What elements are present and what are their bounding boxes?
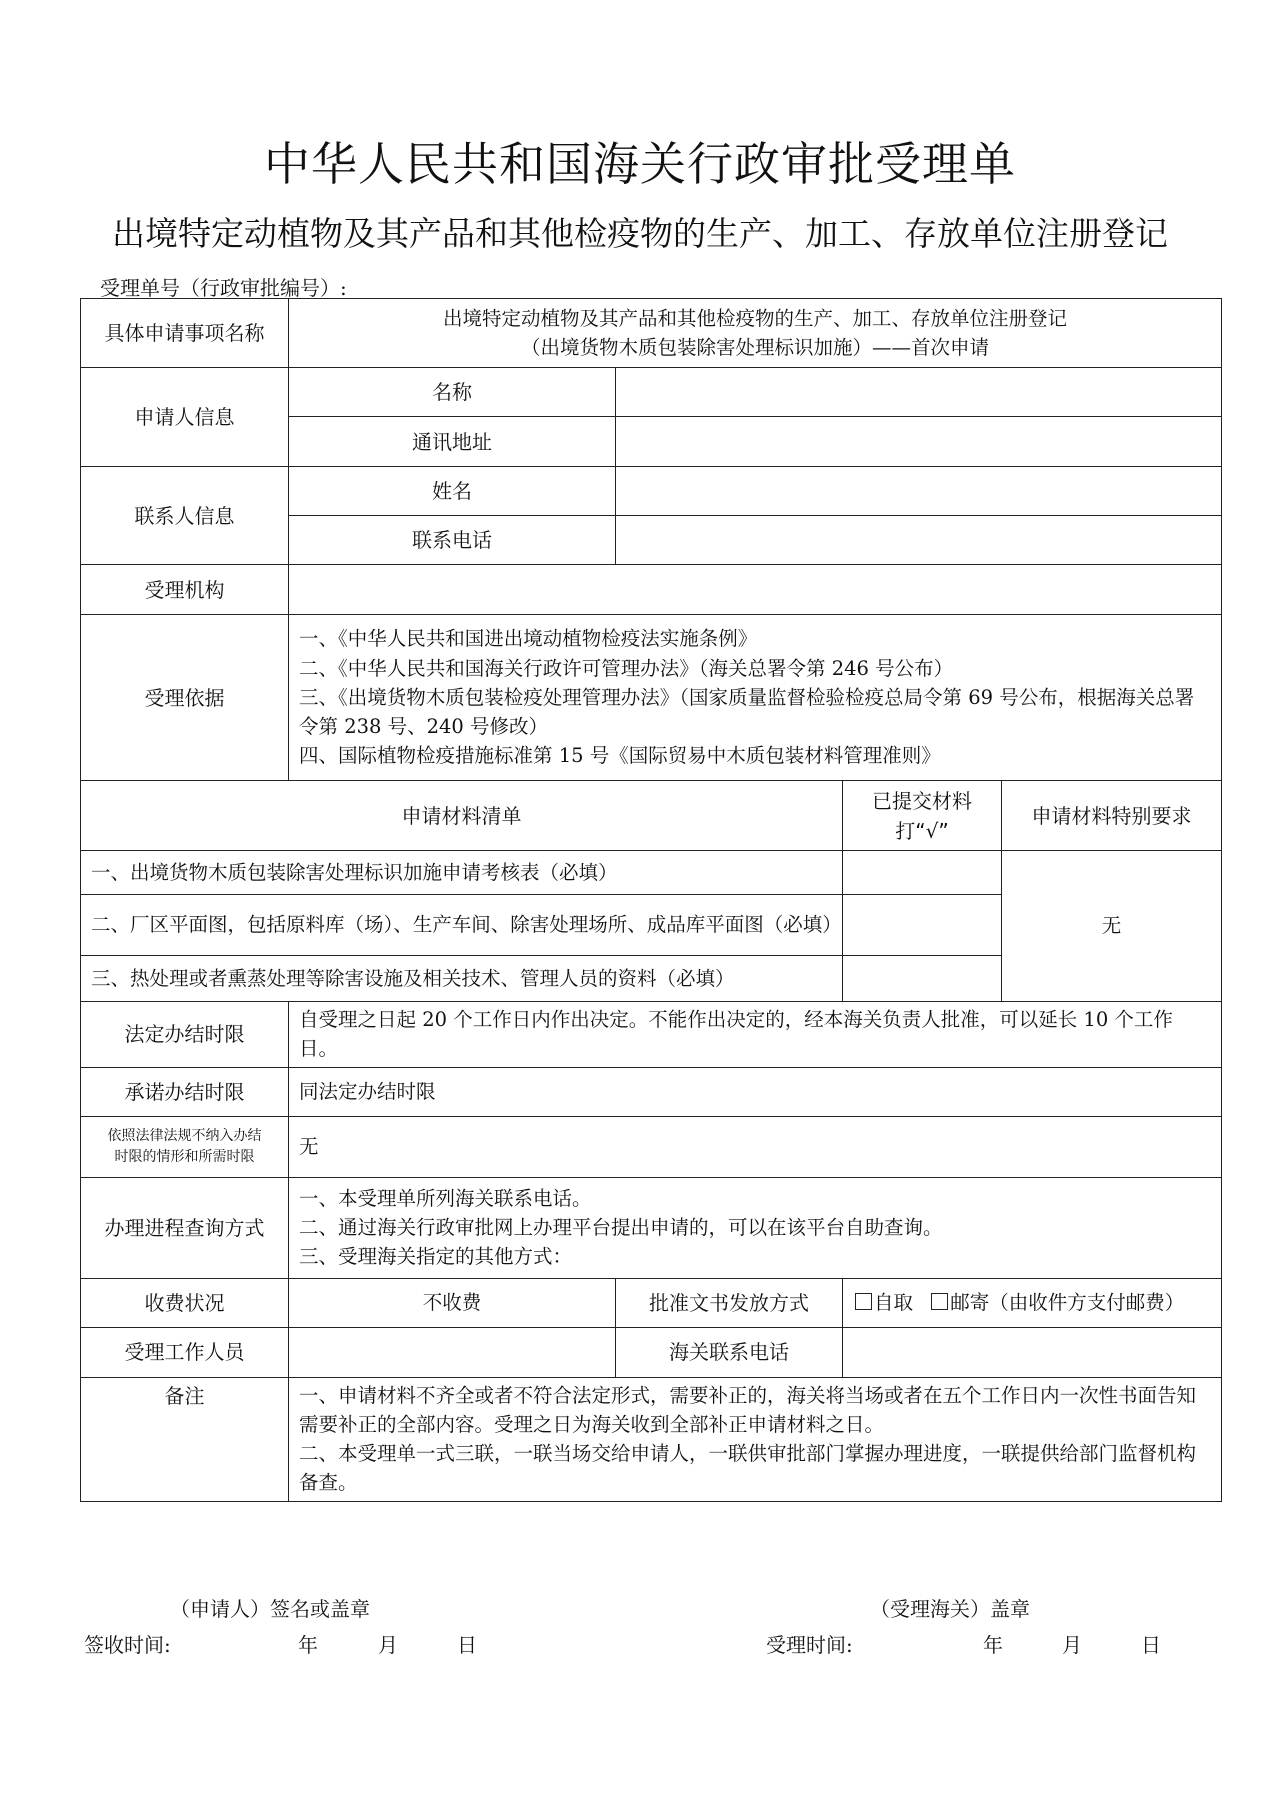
applicant-info-label: 申请人信息 (81, 368, 289, 467)
query-content (289, 1177, 1222, 1278)
fee-value: 不收费 (289, 1278, 616, 1327)
contact-name-label: 姓名 (289, 467, 616, 516)
application-number-label: 受理单号（行政审批编号）: (100, 276, 347, 300)
accept-month-label: 月 (1062, 1633, 1082, 1657)
query-line: 二、通过海关行政审批网上办理平台提出申请的，可以在该平台自助查询。 (299, 1215, 943, 1239)
promised-deadline-row (81, 1067, 1222, 1116)
item-value-line2: （出境货物木质包装除害处理标识加施）——首次申请 (521, 336, 990, 359)
materials-special-header: 申请材料特别要求 (1002, 781, 1222, 851)
excluded-time-value: 无 (289, 1116, 1222, 1177)
material-row (81, 851, 1222, 895)
materials-list-header: 申请材料清单 (81, 781, 843, 851)
page-title: 中华人民共和国海关行政审批受理单 (264, 137, 1016, 191)
material-item: 二、厂区平面图，包括原料库（场）、生产车间、除害处理场所、成品库平面图（必填） (81, 895, 843, 956)
promised-deadline-value: 同法定办结时限 (289, 1067, 1222, 1116)
contact-info-label: 联系人信息 (81, 467, 289, 565)
page-subtitle: 出境特定动植物及其产品和其他检疫物的生产、加工、存放单位注册登记 (112, 214, 1168, 253)
item-row (81, 299, 1222, 368)
excluded-time-label (81, 1116, 289, 1177)
material-item: 三、热处理或者熏蒸处理等除害设施及相关技术、管理人员的资料（必填） (81, 956, 843, 1002)
contact-phone-label: 联系电话 (289, 516, 616, 565)
query-line: 一、本受理单所列海关联系电话。 (299, 1186, 592, 1210)
material-checkbox-cell[interactable] (843, 956, 1002, 1002)
remarks-content (289, 1377, 1222, 1501)
material-item: 一、出境货物木质包装除害处理标识加施申请考核表（必填） (81, 851, 843, 895)
mail-option[interactable] (931, 1291, 1184, 1314)
item-label: 具体申请事项名称 (81, 299, 289, 368)
sign-day-label: 日 (457, 1633, 477, 1657)
customs-phone-label: 海关联系电话 (616, 1327, 843, 1377)
accept-time-label: 受理时间: (766, 1633, 853, 1657)
basis-line: 二、《中华人民共和国海关行政许可管理办法》（海关总署令第 246 号公布） (299, 656, 954, 680)
applicant-name-row (81, 368, 1222, 417)
customs-phone-field[interactable] (843, 1327, 1222, 1377)
material-checkbox-cell[interactable] (843, 895, 1002, 956)
customs-seal-label: （受理海关）盖章 (870, 1597, 1030, 1621)
fee-row (81, 1278, 1222, 1327)
item-value (289, 299, 1222, 368)
basis-line: 四、国际植物检疫措施标准第 15 号《国际贸易中木质包装材料管理准则》 (299, 744, 941, 768)
applicant-signature-label: （申请人）签名或盖章 (170, 1597, 370, 1621)
sign-time-label: 签收时间: (84, 1633, 171, 1657)
query-line: 三、受理海关指定的其他方式： (299, 1245, 573, 1269)
fee-label: 收费状况 (81, 1278, 289, 1327)
materials-special-value: 无 (1002, 851, 1222, 1002)
contact-phone-field[interactable] (616, 516, 1222, 565)
mail-checkbox[interactable] (931, 1293, 948, 1310)
applicant-name-field[interactable] (616, 368, 1222, 417)
delivery-method-options (843, 1278, 1222, 1327)
acceptance-form-table (80, 298, 1222, 1502)
basis-line: 一、《中华人民共和国进出境动植物检疫法实施条例》 (299, 627, 758, 651)
contact-name-field[interactable] (616, 467, 1222, 516)
staff-row (81, 1327, 1222, 1377)
sign-year-label: 年 (298, 1633, 318, 1657)
legal-deadline-label: 法定办结时限 (81, 1002, 289, 1068)
applicant-address-field[interactable] (616, 417, 1222, 467)
legal-deadline-value: 自受理之日起 20 个工作日内作出决定。不能作出决定的，经本海关负责人批准，可以延长 10 个工作日。 (289, 1002, 1222, 1068)
legal-deadline-row (81, 1002, 1222, 1068)
materials-submitted-header: 已提交材料打“√” (843, 781, 1002, 851)
applicant-address-label: 通讯地址 (289, 417, 616, 467)
remarks-line: 一、申请材料不齐全或者不符合法定形式，需要补正的，海关将当场或者在五个工作日内一次性书面告知需要补正的全部内容。受理之日为海关收到全部补正申请材料之日。 (299, 1383, 1197, 1436)
contact-name-row (81, 467, 1222, 516)
self-pickup-label: 自取 (874, 1290, 914, 1314)
query-row (81, 1177, 1222, 1278)
mail-label: 邮寄（由收件方支付邮费） (950, 1290, 1185, 1314)
self-pickup-option[interactable] (855, 1291, 913, 1314)
remarks-row (81, 1377, 1222, 1501)
accept-day-label: 日 (1141, 1633, 1161, 1657)
staff-label: 受理工作人员 (81, 1327, 289, 1377)
basis-label: 受理依据 (81, 615, 289, 781)
basis-content (289, 615, 1222, 781)
agency-label: 受理机构 (81, 565, 289, 615)
material-checkbox-cell[interactable] (843, 851, 1002, 895)
sign-month-label: 月 (378, 1633, 398, 1657)
delivery-method-label: 批准文书发放方式 (616, 1278, 843, 1327)
query-label: 办理进程查询方式 (81, 1177, 289, 1278)
promised-deadline-label: 承诺办结时限 (81, 1067, 289, 1116)
basis-row (81, 615, 1222, 781)
excluded-time-row (81, 1116, 1222, 1177)
excluded-time-label-line1: 依照法律法规不纳入办结 (107, 1127, 262, 1144)
item-value-line1: 出境特定动植物及其产品和其他检疫物的生产、加工、存放单位注册登记 (443, 306, 1068, 330)
remarks-label: 备注 (81, 1377, 289, 1501)
accept-year-label: 年 (983, 1633, 1003, 1657)
self-pickup-checkbox[interactable] (855, 1293, 872, 1310)
basis-line: 三、《出境货物木质包装检疫处理管理办法》（国家质量监督检验检疫总局令第 69 号公布，根据海关总署令第 238 号、240 号修改） (299, 685, 1195, 739)
materials-header-row (81, 781, 1222, 851)
applicant-name-label: 名称 (289, 368, 616, 417)
agency-field[interactable] (289, 565, 1222, 615)
remarks-line: 二、本受理单一式三联，一联当场交给申请人，一联供审批部门掌握办理进度，一联提供给部门监督机构备查。 (299, 1442, 1197, 1495)
staff-field[interactable] (289, 1327, 616, 1377)
excluded-time-label-line2: 时限的情形和所需时限 (114, 1148, 255, 1165)
agency-row (81, 565, 1222, 615)
